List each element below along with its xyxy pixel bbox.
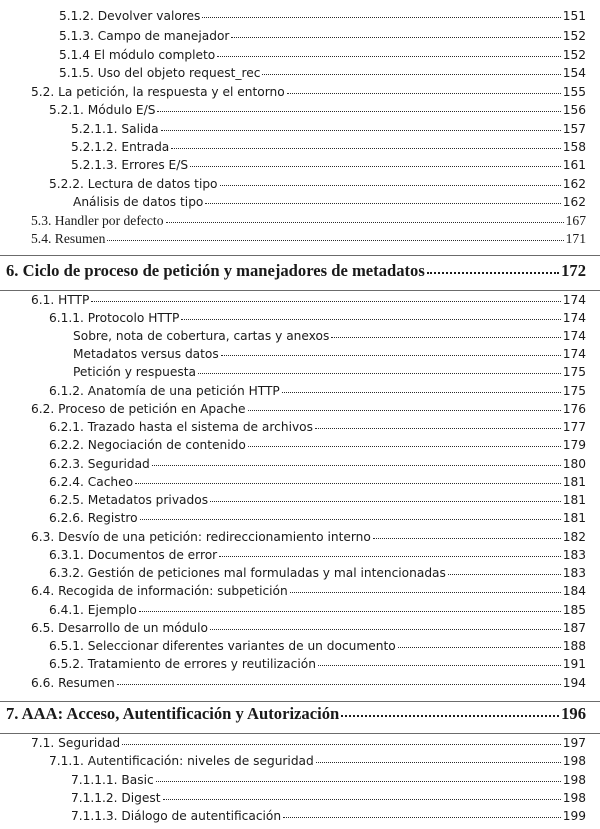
toc-entry-page: 181 <box>562 511 586 526</box>
dot-leader <box>140 519 561 520</box>
toc-entry-page: 161 <box>562 158 586 173</box>
toc-entry <box>31 86 586 98</box>
toc-entry-page: 180 <box>562 457 586 472</box>
toc-entry <box>49 104 586 116</box>
toc-entry-page: 196 <box>561 703 586 723</box>
toc-entry <box>49 458 586 470</box>
dot-leader <box>171 148 560 149</box>
toc-entry-title: 5.2.1.3. Errores E/S <box>71 158 189 173</box>
toc-entry-title: 6.1.2. Anatomía de una petición HTTP <box>49 384 280 399</box>
toc-entry-title: 6.4.1. Ejemplo <box>49 603 137 618</box>
dot-leader <box>117 684 561 685</box>
dot-leader <box>331 337 560 338</box>
toc-entry <box>49 604 586 616</box>
toc-entry-page: 194 <box>562 676 586 691</box>
toc-entry <box>73 348 586 360</box>
toc-entry-title: 7.1.1.1. Basic <box>71 773 154 788</box>
toc-entry <box>49 658 586 670</box>
toc-entry-title: 6.2. Proceso de petición en Apache <box>31 402 246 417</box>
toc-entry-page: 185 <box>562 603 586 618</box>
toc-entry-page: 181 <box>562 493 586 508</box>
toc-entry <box>59 49 586 61</box>
toc-entry <box>59 67 586 79</box>
toc-entry <box>71 774 586 786</box>
toc-entry-title: 5.1.5. Uso del objeto request_rec <box>59 66 261 81</box>
toc-entry-title: 6.3. Desvío de una petición: redireccionamiento interno <box>31 530 371 545</box>
dot-leader <box>135 483 561 484</box>
toc-entry <box>49 312 586 324</box>
toc-entry-page: 152 <box>562 29 586 44</box>
dot-leader <box>219 556 561 557</box>
toc-entry-title: 6.2.6. Registro <box>49 511 138 526</box>
toc-entry-title: 7.1.1. Autentificación: niveles de seguridad <box>49 754 314 769</box>
toc-entry-page: 199 <box>562 809 586 824</box>
toc-entry-title: Metadatos versus datos <box>73 347 219 362</box>
toc-entry-title: 6.3.2. Gestión de peticiones mal formuladas y mal intencionadas <box>49 566 446 581</box>
toc-entry <box>31 531 586 543</box>
dot-leader <box>91 301 560 302</box>
toc-entry-title: 7. AAA: Acceso, Autentificación y Autorización <box>6 703 340 723</box>
toc-entry <box>49 567 586 579</box>
toc-entry-title: Petición y respuesta <box>73 365 196 380</box>
toc-chapter <box>6 703 586 723</box>
dot-leader <box>448 574 561 575</box>
toc-entry-page: 174 <box>562 311 586 326</box>
toc-entry <box>31 737 586 749</box>
toc-entry <box>49 549 586 561</box>
toc-entry-page: 198 <box>562 791 586 806</box>
dot-leader <box>139 611 561 612</box>
toc-entry-page: 198 <box>562 773 586 788</box>
toc-entry-page: 175 <box>562 384 586 399</box>
dot-leader <box>210 629 561 630</box>
toc-entry-page: 174 <box>562 347 586 362</box>
toc-entry-title: 7.1. Seguridad <box>31 736 121 751</box>
dot-leader <box>163 799 561 800</box>
toc-entry <box>31 232 586 246</box>
dot-leader <box>156 781 561 782</box>
dot-leader <box>262 74 560 75</box>
toc-entry-page: 176 <box>562 402 586 417</box>
toc-entry <box>31 294 586 306</box>
toc-entry-title: 6.5. Desarrollo de un módulo <box>31 621 208 636</box>
dot-leader <box>190 166 561 167</box>
toc-entry-page: 182 <box>562 530 586 545</box>
toc-entry-title: 6.3.1. Documentos de error <box>49 548 218 563</box>
toc-entry <box>49 512 586 524</box>
toc-entry-page: 172 <box>561 260 586 280</box>
toc-entry-page: 154 <box>562 66 586 81</box>
toc-entry-page: 183 <box>562 566 586 581</box>
toc-entry-page: 197 <box>562 736 586 751</box>
toc-entry-page: 181 <box>562 475 586 490</box>
toc-entry <box>49 178 586 190</box>
toc-entry-page: 174 <box>562 293 586 308</box>
toc-entry-title: 5.1.4 El módulo completo <box>59 48 216 63</box>
toc-entry-page: 162 <box>562 177 586 192</box>
toc-entry <box>31 677 586 689</box>
toc-chapter <box>6 260 586 280</box>
dot-leader <box>316 762 561 763</box>
toc-entry-title: 6.2.2. Negociación de contenido <box>49 438 246 453</box>
dot-leader <box>217 56 560 57</box>
toc-entry <box>49 494 586 506</box>
dot-leader <box>220 185 561 186</box>
dot-leader <box>427 272 559 274</box>
toc-entry-page: 174 <box>562 329 586 344</box>
toc-entry-title: 6.6. Resumen <box>31 676 115 691</box>
toc-entry-page: 156 <box>562 103 586 118</box>
dot-leader <box>157 111 560 112</box>
dot-leader <box>161 130 561 131</box>
dot-leader <box>202 17 560 18</box>
dot-leader <box>290 592 561 593</box>
chapter-divider <box>0 701 600 702</box>
toc-entry <box>71 810 586 822</box>
toc-entry-title: 5.4. Resumen <box>31 231 106 247</box>
toc-entry <box>49 385 586 397</box>
toc-entry <box>59 10 586 22</box>
dot-leader <box>210 501 561 502</box>
toc-entry-title: 7.1.1.3. Diálogo de autentificación <box>71 809 282 824</box>
toc-entry-page: 183 <box>562 548 586 563</box>
toc-entry-title: 6.2.4. Cacheo <box>49 475 134 490</box>
toc-entry-page: 158 <box>562 140 586 155</box>
toc-entry <box>59 30 586 42</box>
toc-entry <box>73 366 586 378</box>
toc-entry-title: 6.5.2. Tratamiento de errores y reutilización <box>49 657 316 672</box>
dot-leader <box>341 715 559 717</box>
dot-leader <box>282 392 561 393</box>
toc-entry <box>71 123 586 135</box>
toc-entry <box>71 159 586 171</box>
toc-entry <box>73 196 586 208</box>
toc-entry-page: 191 <box>562 657 586 672</box>
dot-leader <box>122 744 561 745</box>
toc-entry-title: 6.4. Recogida de información: subpetición <box>31 584 288 599</box>
toc-entry-title: 5.1.3. Campo de manejador <box>59 29 230 44</box>
dot-leader <box>315 428 561 429</box>
dot-leader <box>181 319 560 320</box>
toc-entry-title: Análisis de datos tipo <box>73 195 204 210</box>
dot-leader <box>198 373 561 374</box>
toc-entry-title: 5.2. La petición, la respuesta y el entorno <box>31 85 285 100</box>
toc-entry <box>49 755 586 767</box>
toc-entry <box>49 421 586 433</box>
toc-entry <box>31 214 586 228</box>
toc-entry <box>49 476 586 488</box>
toc-entry-title: 6.1.1. Protocolo HTTP <box>49 311 180 326</box>
toc-entry-title: 5.1.2. Devolver valores <box>59 9 201 24</box>
toc-entry-page: 171 <box>565 231 586 247</box>
dot-leader <box>152 465 561 466</box>
toc-entry-page: 177 <box>562 420 586 435</box>
toc-entry-page: 152 <box>562 48 586 63</box>
dot-leader <box>248 446 561 447</box>
dot-leader <box>283 817 561 818</box>
toc-entry <box>31 403 586 415</box>
toc-entry-title: 6.2.3. Seguridad <box>49 457 150 472</box>
dot-leader <box>205 203 560 204</box>
toc-entry <box>49 439 586 451</box>
toc-entry-title: 6. Ciclo de proceso de petición y manejadores de metadatos <box>6 260 425 280</box>
toc-entry-page: 179 <box>562 438 586 453</box>
toc-entry <box>31 622 586 634</box>
toc-entry-title: 7.1.1.2. Digest <box>71 791 161 806</box>
toc-entry <box>31 585 586 597</box>
toc-entry-page: 157 <box>562 122 586 137</box>
toc-entry-page: 151 <box>562 9 586 24</box>
toc-entry-title: 5.2.2. Lectura de datos tipo <box>49 177 218 192</box>
toc-entry-title: 6.2.5. Metadatos privados <box>49 493 209 508</box>
toc-entry-title: 5.2.1. Módulo E/S <box>49 103 156 118</box>
toc-entry-title: 6.1. HTTP <box>31 293 90 308</box>
toc-entry-title: 6.2.1. Trazado hasta el sistema de archivos <box>49 420 313 435</box>
chapter-divider <box>0 733 600 734</box>
toc-entry <box>49 640 586 652</box>
toc-entry <box>73 330 586 342</box>
toc-entry-title: 6.5.1. Seleccionar diferentes variantes de un documento <box>49 639 396 654</box>
dot-leader <box>373 538 561 539</box>
toc-entry-title: 5.2.1.1. Salida <box>71 122 159 137</box>
chapter-divider <box>0 255 600 256</box>
dot-leader <box>287 93 561 94</box>
toc-entry <box>71 141 586 153</box>
toc-entry-page: 187 <box>562 621 586 636</box>
toc-entry-page: 167 <box>565 213 586 229</box>
toc-entry-title: 5.2.1.2. Entrada <box>71 140 170 155</box>
dot-leader <box>107 240 563 241</box>
toc-entry-page: 184 <box>562 584 586 599</box>
toc-entry <box>71 792 586 804</box>
dot-leader <box>248 410 561 411</box>
toc-entry-page: 162 <box>562 195 586 210</box>
dot-leader <box>221 355 561 356</box>
dot-leader <box>318 665 561 666</box>
toc-entry-page: 155 <box>562 85 586 100</box>
toc-entry-page: 188 <box>562 639 586 654</box>
toc-entry-page: 198 <box>562 754 586 769</box>
toc-entry-title: 5.3. Handler por defecto <box>31 213 164 229</box>
toc-entry-title: Sobre, nota de cobertura, cartas y anexos <box>73 329 330 344</box>
dot-leader <box>398 647 561 648</box>
chapter-divider <box>0 290 600 291</box>
dot-leader <box>166 222 564 223</box>
dot-leader <box>231 37 560 38</box>
toc-entry-page: 175 <box>562 365 586 380</box>
